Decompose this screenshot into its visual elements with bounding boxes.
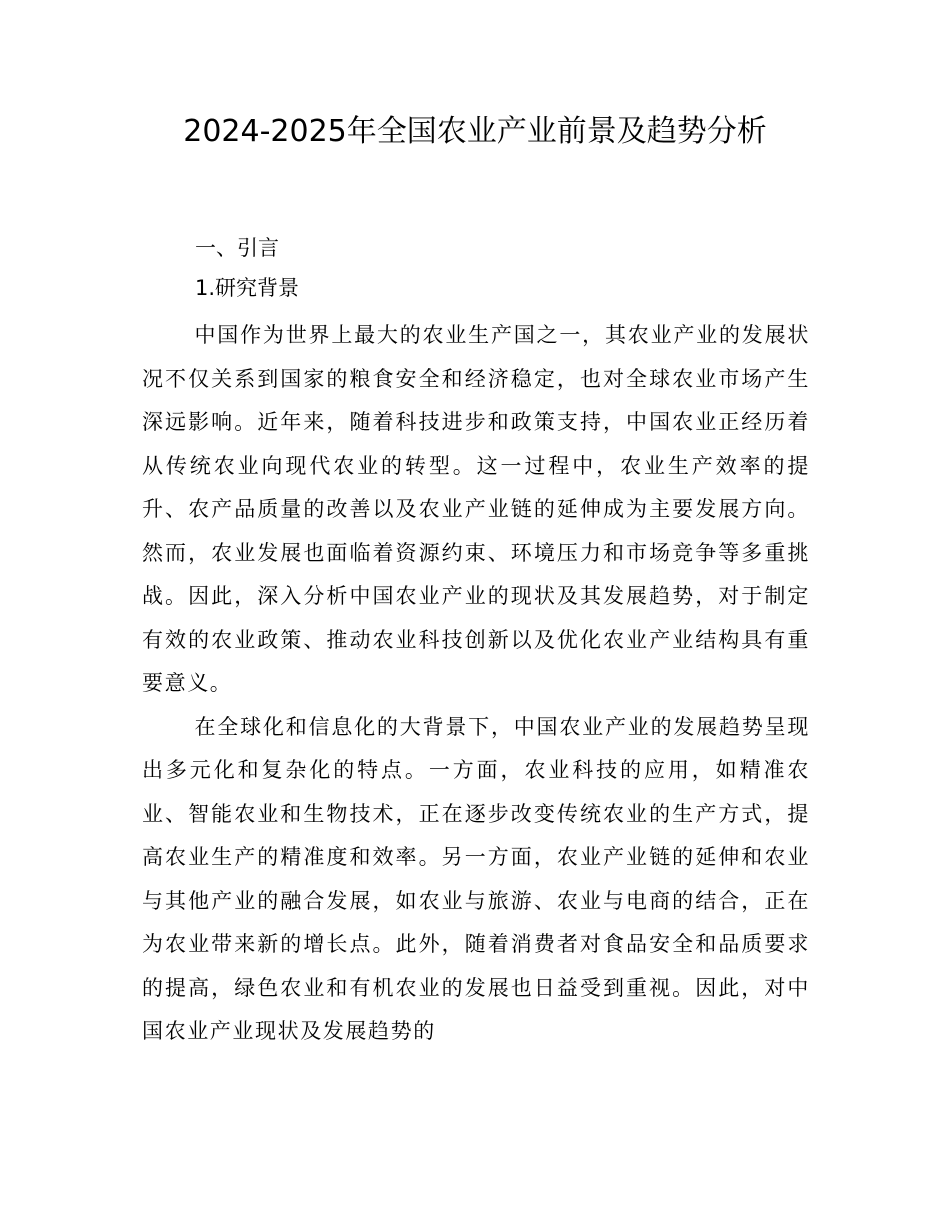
document-body <box>142 228 810 1054</box>
subsection-heading: 1.研究背景 <box>195 276 300 300</box>
document-title: 2024-2025年全国农业产业前景及趋势分析 <box>183 114 767 149</box>
paragraph: 中国作为世界上最大的农业生产国之一，其农业产业的发展状况不仅关系到国家的粮食安全和经济稳定，也对全球农业市场产生深远影响。近年来，随着科技进步和政策支持，中国农业正经历着从传统农业向现代农业的转型。这一过程中，农业生产效率的提升、农产品质量的改善以及农业产业链的延伸成为主要发展方向。然而，农业发展也面临着资源约束、环境压力和市场竞争等多重挑战。因此，深入分析中国农业产业的现状及其发展趋势，对于制定有效的农业政策、推动农业科技创新以及优化农业产业结构具有重要意义。 <box>142 323 810 695</box>
paragraph: 在全球化和信息化的大背景下，中国农业产业的发展趋势呈现出多元化和复杂化的特点。一方面，农业科技的应用，如精准农业、智能农业和生物技术，正在逐步改变传统农业的生产方式，提高农业生产的精准度和效率。另一方面，农业产业链的延伸和农业与其他产业的融合发展，如农业与旅游、农业与电商的结合，正在为农业带来新的增长点。此外，随着消费者对食品安全和品质要求的提高，绿色农业和有机农业的发展也日益受到重视。因此，对中国农业产业现状及发展趋势的 <box>142 714 810 1043</box>
section-heading: 一、引言 <box>195 236 279 260</box>
